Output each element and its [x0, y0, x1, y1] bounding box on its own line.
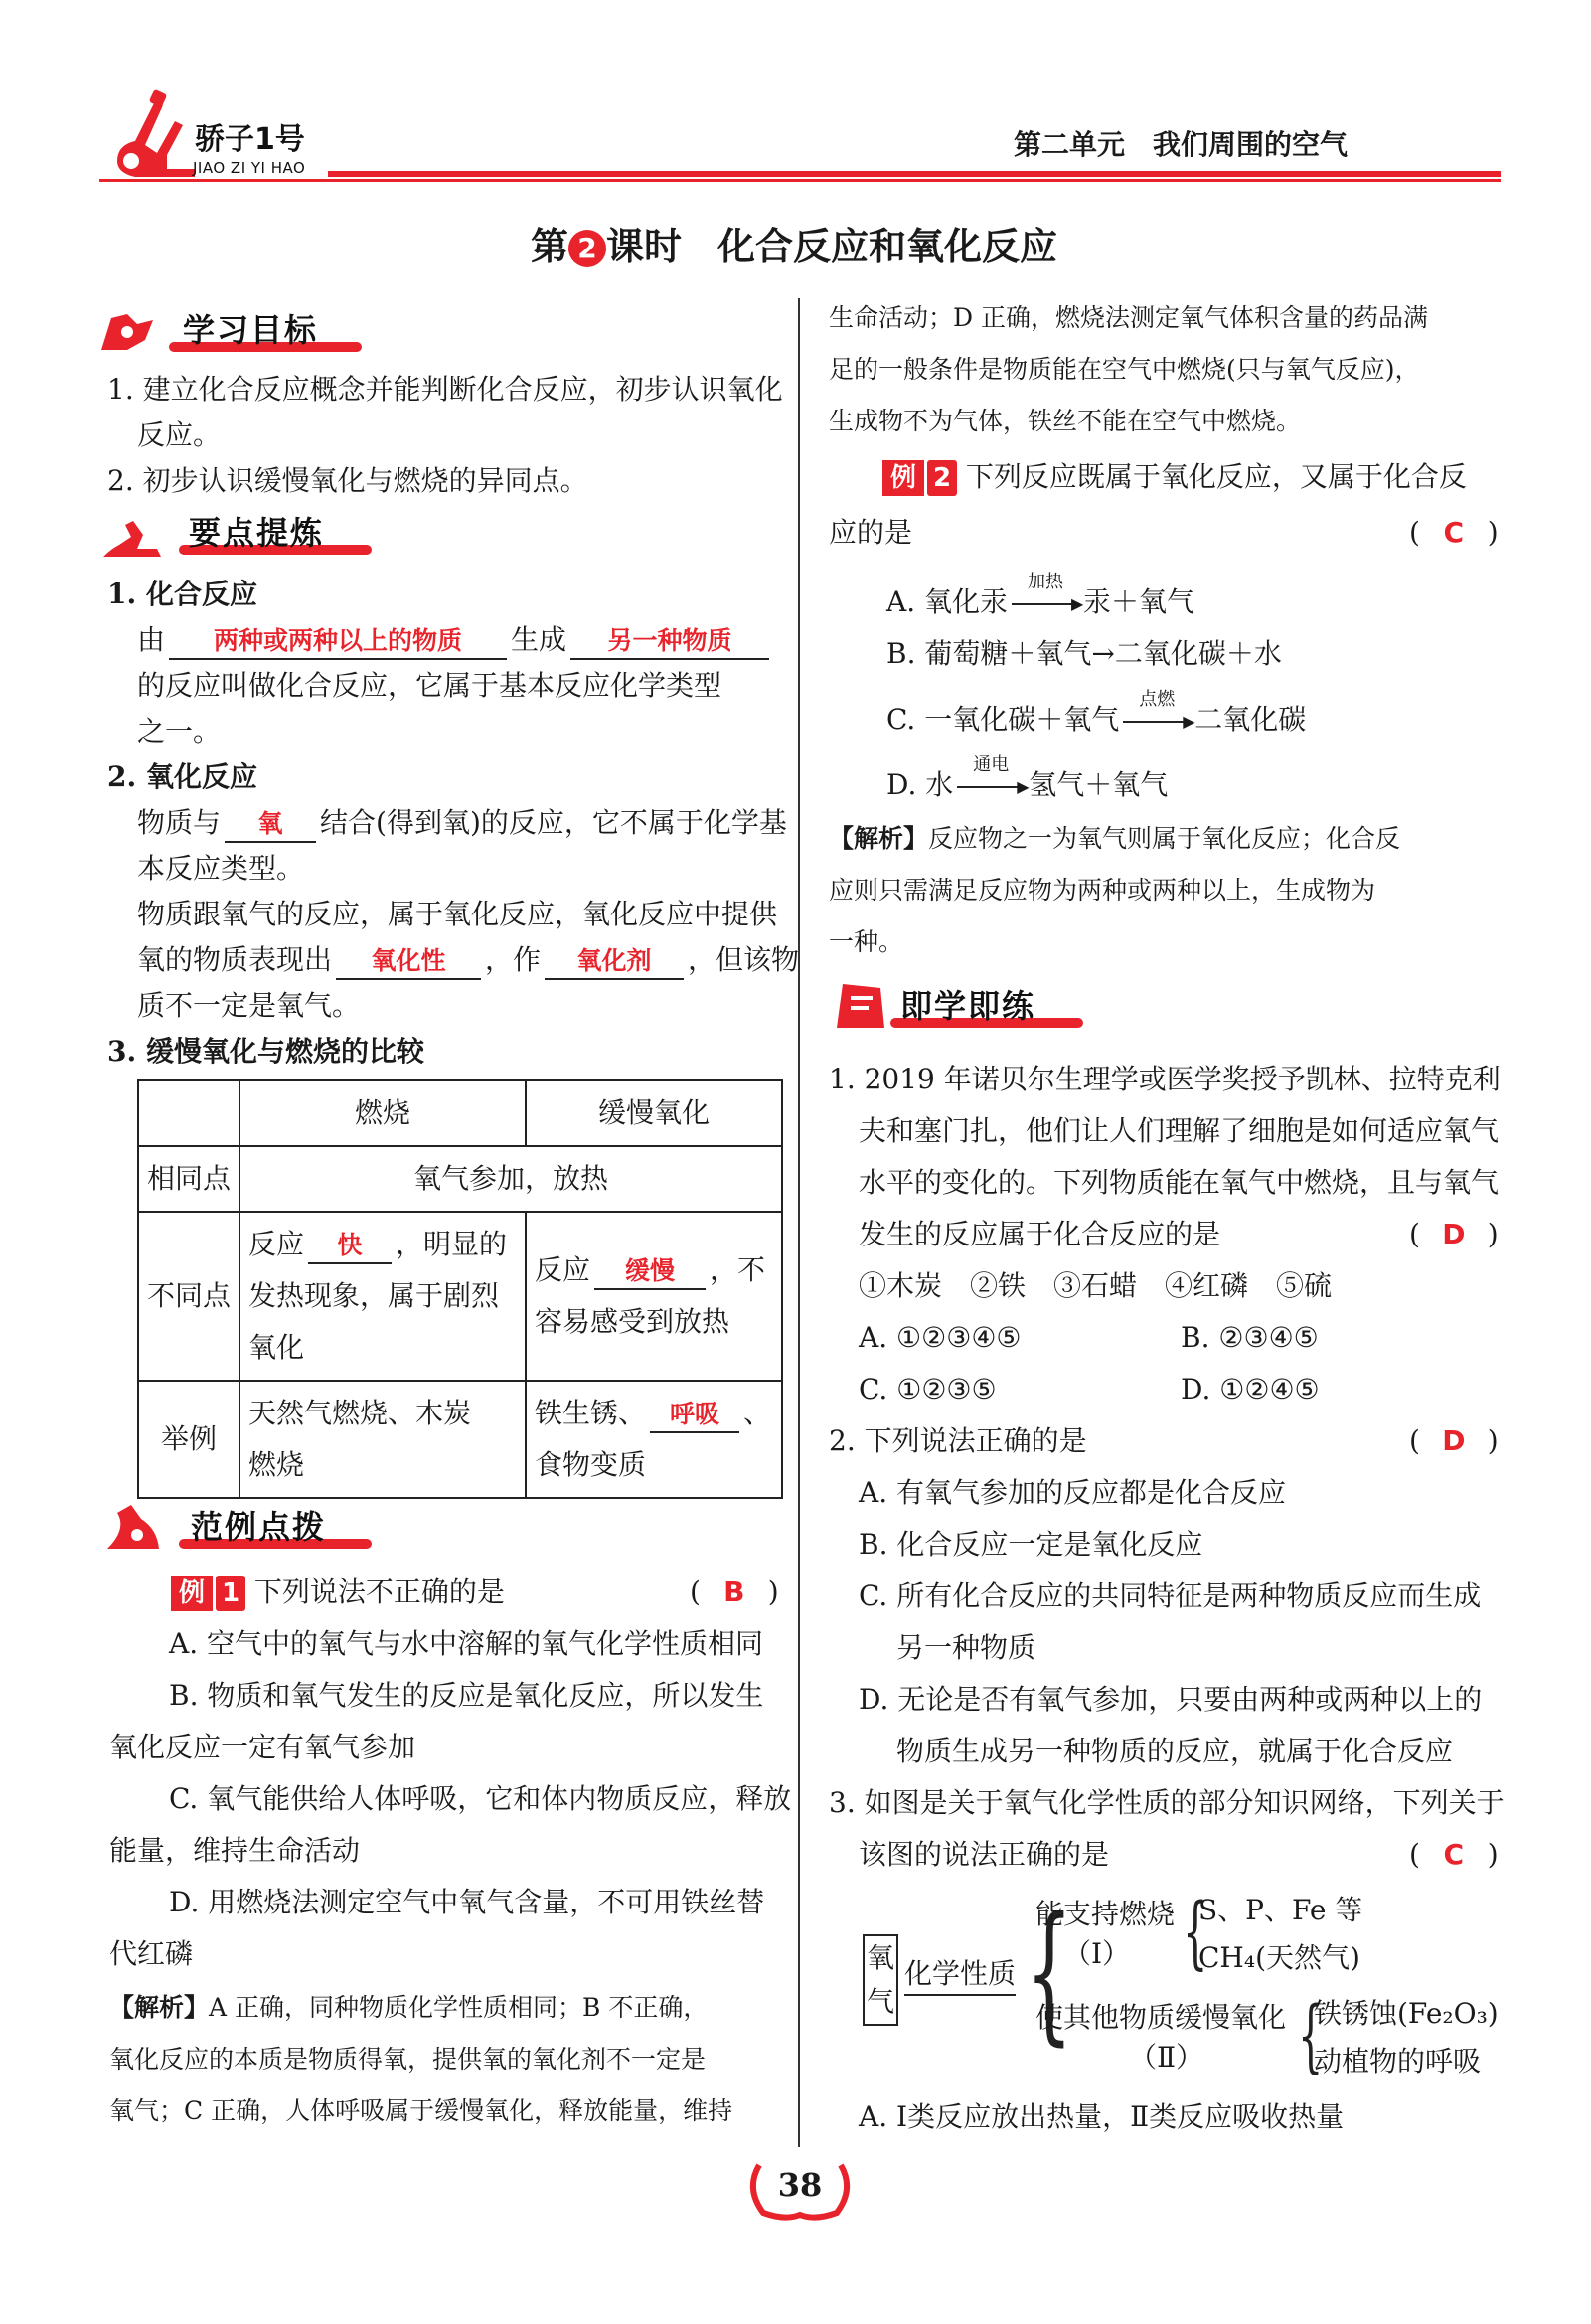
table-diff-burning: [239, 1212, 526, 1381]
ex2-c-post: 二氧化碳: [1194, 703, 1307, 736]
microscope-logo-icon: [95, 85, 205, 185]
notebook-icon: [831, 978, 890, 1034]
example-2-stem-cont: 应的是: [829, 516, 913, 549]
leaf-4: 动植物的呼吸: [1314, 2045, 1482, 2077]
lesson-name: 化合反应和氧化反应: [717, 225, 1058, 268]
table-row-same: [138, 1146, 782, 1212]
diff-slow-blank: 缓慢: [594, 1254, 706, 1290]
example-1-option-c: C. 氧气能供给人体呼吸，它和体内物质反应，释放: [169, 1782, 792, 1815]
arrow-icon-ignite: 点燃 ▶: [1119, 707, 1194, 737]
leaf-3: 铁锈蚀(Fe₂O₃): [1314, 1997, 1499, 2030]
points-section-icon: [97, 511, 167, 561]
practice-q3-answer: ( C ): [1409, 1829, 1499, 1881]
table-row-diff: [138, 1212, 782, 1381]
point-2-line-4: [137, 934, 799, 986]
diff-burning-l3: 氧化: [248, 1331, 305, 1364]
branch-2-label: 使其他物质缓慢氧化: [1035, 2001, 1287, 2034]
example-1-option-d: D. 用燃烧法测定空气中氧气含量，不可用铁丝替: [169, 1886, 765, 1918]
table-diff-slow: [526, 1212, 782, 1381]
example-1-answer-value: B: [723, 1576, 745, 1608]
branch-2-number: （Ⅱ）: [1129, 2041, 1204, 2074]
example-2-question: 下列反应既属于氧化反应，又属于化合反: [965, 460, 1467, 493]
lesson-title: [531, 221, 1057, 272]
point-2-line-3: 物质跟氧气的反应，属于氧化反应，氧化反应中提供: [137, 898, 778, 930]
example-slow-post: 、: [743, 1397, 772, 1429]
ex2-d-post: 氢气＋氧气: [1029, 768, 1169, 801]
practice-q1-l3: 水平的变化的。下列物质能在氧气中燃烧，且与氧气: [859, 1166, 1500, 1199]
header-rule-thick: [328, 171, 1501, 177]
page-number: 38: [777, 2166, 823, 2204]
practice-q1-l4: 发生的反应属于化合反应的是: [859, 1218, 1221, 1250]
point-2-l4-post: ，但该物: [688, 943, 800, 976]
practice-q2-option-a: A. 有氧气参加的反应都是化合反应: [859, 1476, 1287, 1509]
practice-q2-option-d: D. 无论是否有氧气参加，只要由两种或两种以上的: [859, 1683, 1483, 1716]
goal-item-1: 1. 建立化合反应概念并能判断化合反应，初步认识氧化: [107, 373, 783, 406]
example-2-option-d: [886, 753, 1169, 811]
diff-burning-post: ，明显的: [396, 1228, 508, 1260]
point-2-blank-1: 氧: [225, 807, 316, 843]
table-row-example: [138, 1381, 782, 1498]
example-1-option-b: B. 物质和氧气发生的反应是氧化反应，所以发生: [169, 1679, 764, 1712]
example-1-analysis-1: [109, 1982, 708, 2034]
practice-q1-items: ①木炭 ②铁 ③石蜡 ④红磷 ⑤硫: [859, 1269, 1333, 1302]
arrow-icon-heat: 加热 ▶: [1008, 589, 1083, 619]
goal-item-2: 2. 初步认识缓慢氧化与燃烧的异同点。: [107, 464, 588, 497]
lesson-suffix: 课时: [606, 225, 683, 268]
practice-q3-answer-value: C: [1443, 1838, 1465, 1871]
ex2-c-condition: 点燃: [1139, 688, 1176, 710]
table-col-burning: 燃烧: [239, 1080, 526, 1146]
example-1-analysis-label: 【解析】: [109, 1993, 210, 2022]
column-divider: [798, 298, 800, 2147]
point-2-pre: 物质与: [137, 806, 222, 839]
example-1-option-a: A. 空气中的氧气与水中溶解的氧气化学性质相同: [169, 1627, 764, 1660]
practice-q1-option-c: C. ①②③⑤: [859, 1373, 997, 1406]
point-1-mid: 生成: [511, 623, 567, 656]
example-1-analysis-3: 氧气；C 正确，人体呼吸属于缓慢氧化，释放能量，维持: [109, 2096, 733, 2125]
table-col-slow-oxidation: 缓慢氧化: [526, 1080, 782, 1146]
example-2-option-b: B. 葡萄糖＋氧气→二氧化碳＋水: [886, 637, 1282, 670]
point-1-line-3: 之一。: [137, 715, 222, 747]
example-1-analysis-6: 生成物不为气体，铁丝不能在空气中燃烧。: [829, 407, 1302, 435]
microscope-icon: [97, 511, 167, 561]
diff-slow-pre: 反应: [535, 1253, 591, 1286]
brand-name: 骄子1号: [195, 122, 305, 157]
example-2-analysis-2: 应则只需满足反应物为两种或两种以上，生成物为: [829, 876, 1376, 905]
example-2-analysis-1: [829, 813, 1400, 865]
example-1-option-c-cont: 能量，维持生命活动: [109, 1834, 361, 1867]
point-1-heading: 1. 化合反应: [107, 578, 257, 610]
practice-q2-answer: ( D ): [1409, 1415, 1499, 1467]
practice-q2-option-c: C. 所有化合反应的共同特征是两种物质反应而生成: [859, 1579, 1482, 1612]
table-row-label-example: 举例: [138, 1381, 239, 1498]
goals-section-icon: [97, 310, 157, 356]
example-2-tag: 例: [882, 460, 924, 496]
example-1-stem: [171, 1567, 505, 1618]
point-2-post: 结合(得到氧)的反应，它不属于化学基: [320, 806, 787, 839]
practice-q1-l2: 夫和塞门扎，他们让人们理解了细胞是如何适应氧气: [859, 1114, 1500, 1147]
point-2-line-2: 本反应类型。: [137, 852, 305, 885]
example-2-answer-value: C: [1443, 516, 1465, 549]
ex2-a-pre: A. 氧化汞: [886, 585, 1009, 618]
comparison-table: [137, 1079, 783, 1499]
point-3-heading: 3. 缓慢氧化与燃烧的比较: [107, 1035, 424, 1068]
point-2-line-5: 质不一定是氧气。: [137, 989, 361, 1022]
oxygen-char-2: 气: [866, 1985, 894, 2018]
oxygen-char-1: 氧: [866, 1941, 894, 1974]
practice-q2-answer-value: D: [1442, 1424, 1466, 1457]
examples-title: 范例点拨: [191, 1508, 327, 1546]
example-1-option-b-cont: 氧化反应一定有氧气参加: [109, 1731, 416, 1763]
arrow-icon-electric: 通电 ▶: [953, 772, 1029, 802]
example-slow-l2: 食物变质: [535, 1448, 647, 1481]
point-2-blank-3: 氧化剂: [545, 944, 684, 980]
target-icon: [97, 310, 157, 356]
leaf-2: CH₄(天然气): [1198, 1941, 1360, 1974]
oxygen-box: [863, 1934, 898, 2026]
practice-q1-option-a: A. ①②③④⑤: [859, 1321, 1022, 1354]
diff-burning-pre: 反应: [248, 1228, 305, 1260]
example-2-option-a: [886, 571, 1195, 628]
example-2-stem: [882, 451, 1467, 503]
practice-q1-l1: 1. 2019 年诺贝尔生理学或医学奖授予凯林、拉特克利: [829, 1063, 1501, 1095]
table-corner: [138, 1080, 239, 1146]
lesson-prefix: 第: [531, 225, 569, 268]
lesson-number-badge: 2: [568, 230, 606, 267]
example-burning-l1: 天然气燃烧、木炭: [248, 1397, 472, 1429]
point-2-l4-pre: 氧的物质表现出: [137, 943, 333, 976]
oxygen-diagram: [855, 1886, 1530, 2087]
practice-q1-answer: ( D ): [1409, 1209, 1499, 1260]
practice-q1-option-b: B. ②③④⑤: [1181, 1321, 1319, 1354]
practice-q3-l2: 该图的说法正确的是: [859, 1838, 1110, 1871]
practice-q1-option-d: D. ①②④⑤: [1181, 1373, 1320, 1406]
example-1-analysis-5: 足的一般条件是物质能在空气中燃烧(只与氧气反应)，: [829, 355, 1420, 384]
example-1-tag: 例: [171, 1576, 213, 1611]
point-1-pre: 由: [137, 623, 166, 656]
unit-title: 第二单元 我们周围的空气: [1014, 128, 1349, 161]
main-brace-icon: {: [1026, 1887, 1073, 2060]
branch-2-brace-icon: {: [1298, 1989, 1324, 2081]
example-2-analysis-3: 一种。: [829, 927, 904, 956]
example-slow-pre: 铁生锈、: [535, 1397, 647, 1429]
diff-burning-blank: 快: [308, 1229, 392, 1264]
table-example-burning: [239, 1381, 526, 1498]
ex2-d-condition: 通电: [973, 753, 1010, 775]
practice-q1-answer-value: D: [1442, 1218, 1466, 1250]
page-number-badge: [745, 2155, 855, 2221]
example-burning-l2: 燃烧: [248, 1448, 305, 1481]
example-2-analysis-label: 【解析】: [829, 824, 929, 853]
table-same-value: 氧气参加，放热: [239, 1146, 782, 1212]
goal-item-1-cont: 反应。: [137, 418, 222, 451]
header-logo: [95, 85, 205, 185]
point-2-heading: 2. 氧化反应: [107, 760, 257, 793]
example-2-answer: ( C ): [1409, 507, 1499, 559]
practice-q2-option-d-cont: 物质生成另一种物质的反应，就属于化合反应: [896, 1735, 1454, 1767]
practice-title: 即学即练: [900, 987, 1036, 1025]
examples-section-icon: [97, 1499, 167, 1555]
ex2-a-condition: 加热: [1028, 571, 1064, 592]
branch-1-number: （Ⅰ）: [1063, 1937, 1131, 1970]
point-2-l4-mid: ，作: [485, 943, 542, 976]
practice-q2-option-b: B. 化合反应一定是氧化反应: [859, 1528, 1203, 1561]
leaf-1: S、P、Fe 等: [1198, 1894, 1363, 1926]
diff-slow-l2: 容易感受到放热: [535, 1305, 730, 1338]
practice-q3-l1: 3. 如图是关于氧气化学性质的部分知识网络，下列关于: [829, 1786, 1505, 1819]
goals-title: 学习目标: [183, 311, 319, 349]
example-2-option-c: [886, 688, 1307, 746]
diff-burning-l2: 发热现象，属于剧烈: [248, 1279, 500, 1312]
table-header-row: [138, 1080, 782, 1146]
table-example-slow: [526, 1381, 782, 1498]
branch-1-label: 能支持燃烧: [1035, 1898, 1176, 1930]
table-row-label-same: 相同点: [138, 1146, 239, 1212]
example-1-answer: ( B ): [690, 1567, 779, 1618]
practice-q2-stem: 2. 下列说法正确的是: [829, 1424, 1087, 1457]
example-1-analysis-4: 生命活动；D 正确，燃烧法测定氧气体积含量的药品满: [829, 303, 1428, 332]
example-2-number: 2: [927, 460, 957, 496]
flask-icon: [97, 1499, 167, 1555]
practice-section-icon: [831, 978, 890, 1034]
points-title: 要点提炼: [189, 514, 325, 552]
example-2-analysis-text: 反应物之一为氧气则属于氧化反应；化合反: [928, 824, 1401, 853]
example-1-analysis-text: A 正确，同种物质化学性质相同；B 不正确，: [209, 1993, 709, 2022]
example-1-analysis-2: 氧化反应的本质是物质得氧，提供氧的氧化剂不一定是: [109, 2045, 707, 2074]
example-1-option-d-cont: 代红磷: [109, 1937, 194, 1970]
ex2-c-pre: C. 一氧化碳＋氧气: [886, 703, 1120, 736]
chem-property-label: 化学性质: [904, 1954, 1016, 1996]
example-slow-blank: 呼吸: [650, 1398, 739, 1433]
ex2-d-pre: D. 水: [886, 768, 954, 801]
practice-q3-option-a: A. Ⅰ类反应放出热量，Ⅱ类反应吸收热量: [859, 2100, 1345, 2133]
practice-q2-option-c-cont: 另一种物质: [896, 1631, 1036, 1664]
point-1-line-1: [137, 614, 773, 666]
example-1-question: 下列说法不正确的是: [253, 1576, 505, 1608]
brand-pinyin: JIAO ZI YI HAO: [193, 159, 306, 177]
example-1-number: 1: [216, 1576, 245, 1611]
point-1-blank-2: 另一种物质: [570, 624, 769, 660]
table-row-label-diff: 不同点: [138, 1212, 239, 1381]
diff-slow-post: ，不: [710, 1253, 766, 1286]
point-1-line-2: 的反应叫做化合反应，它属于基本反应化学类型: [137, 669, 722, 702]
point-2-blank-2: 氧化性: [336, 944, 481, 980]
branch-1-brace-icon: {: [1183, 1886, 1208, 1978]
point-2-line-1: [137, 797, 787, 849]
point-1-blank-1: 两种或两种以上的物质: [169, 624, 507, 660]
header-rule-thin: [99, 179, 1501, 182]
ex2-a-post: 汞＋氧气: [1083, 585, 1195, 618]
